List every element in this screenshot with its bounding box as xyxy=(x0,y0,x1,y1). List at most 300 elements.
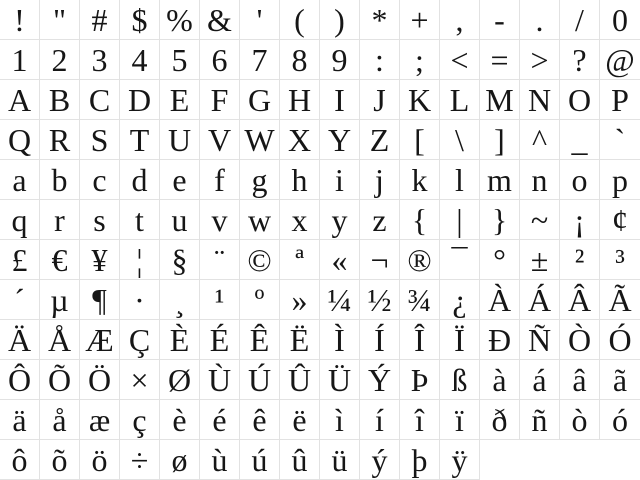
glyph-cell[interactable] xyxy=(560,160,600,200)
glyph: Z xyxy=(369,121,390,158)
glyph-cell[interactable] xyxy=(360,400,400,440)
glyph-cell[interactable] xyxy=(560,200,600,240)
glyph: - xyxy=(494,1,505,38)
glyph-cell[interactable] xyxy=(560,400,600,440)
glyph-cell[interactable] xyxy=(0,360,40,400)
glyph-cell[interactable] xyxy=(600,240,640,280)
glyph-cell[interactable] xyxy=(560,280,600,320)
glyph: 2 xyxy=(51,41,68,78)
glyph: # xyxy=(91,1,108,38)
glyph-cell[interactable] xyxy=(440,440,480,480)
glyph-cell[interactable] xyxy=(440,400,480,440)
glyph-cell[interactable] xyxy=(40,200,80,240)
glyph: ç xyxy=(132,401,147,438)
glyph-cell[interactable] xyxy=(360,0,400,40)
glyph-cell[interactable] xyxy=(280,120,320,160)
glyph-cell xyxy=(520,440,560,480)
glyph-cell[interactable] xyxy=(520,80,560,120)
glyph-cell[interactable] xyxy=(240,0,280,40)
glyph-cell[interactable] xyxy=(320,440,360,480)
glyph: o xyxy=(571,161,588,198)
glyph: I xyxy=(334,81,345,118)
glyph-cell[interactable] xyxy=(360,80,400,120)
glyph-cell[interactable] xyxy=(520,200,560,240)
glyph: 9 xyxy=(331,41,348,78)
glyph: > xyxy=(530,41,549,78)
glyph-cell[interactable] xyxy=(400,80,440,120)
glyph: ( xyxy=(294,1,305,38)
glyph: " xyxy=(52,1,67,38)
glyph-cell[interactable] xyxy=(320,360,360,400)
glyph: c xyxy=(92,161,107,198)
glyph: î xyxy=(415,401,424,438)
glyph: d xyxy=(131,161,148,198)
glyph-cell[interactable] xyxy=(160,360,200,400)
glyph-cell[interactable] xyxy=(320,160,360,200)
glyph: è xyxy=(172,401,187,438)
glyph: ½ xyxy=(367,281,392,318)
glyph-cell[interactable] xyxy=(400,240,440,280)
glyph-cell[interactable] xyxy=(80,200,120,240)
glyph-cell[interactable] xyxy=(440,360,480,400)
glyph: \ xyxy=(455,121,464,158)
glyph-cell[interactable] xyxy=(320,80,360,120)
glyph-cell[interactable] xyxy=(560,120,600,160)
glyph-cell[interactable] xyxy=(320,240,360,280)
glyph: t xyxy=(135,201,144,238)
glyph: Ö xyxy=(87,361,112,398)
glyph: ñ xyxy=(531,401,548,438)
glyph-cell[interactable] xyxy=(600,280,640,320)
glyph-cell[interactable] xyxy=(160,80,200,120)
glyph-cell[interactable] xyxy=(440,240,480,280)
glyph: f xyxy=(214,161,225,198)
glyph-cell[interactable] xyxy=(600,400,640,440)
glyph-cell[interactable] xyxy=(520,320,560,360)
glyph-cell[interactable] xyxy=(120,120,160,160)
glyph-cell[interactable] xyxy=(400,160,440,200)
glyph-cell[interactable] xyxy=(280,280,320,320)
glyph-cell[interactable] xyxy=(480,400,520,440)
glyph: ¼ xyxy=(327,281,352,318)
glyph-cell[interactable] xyxy=(280,0,320,40)
glyph-cell[interactable] xyxy=(40,80,80,120)
glyph: â xyxy=(572,361,587,398)
glyph-cell[interactable] xyxy=(440,200,480,240)
glyph: ¯ xyxy=(451,241,468,278)
glyph: : xyxy=(375,41,384,78)
glyph-cell[interactable] xyxy=(160,280,200,320)
glyph: K xyxy=(407,81,432,118)
glyph: Ü xyxy=(327,361,352,398)
glyph-cell[interactable] xyxy=(160,40,200,80)
glyph-cell[interactable] xyxy=(80,440,120,480)
glyph-cell[interactable] xyxy=(240,360,280,400)
glyph-cell[interactable] xyxy=(600,40,640,80)
glyph-cell[interactable] xyxy=(400,0,440,40)
glyph: ÿ xyxy=(451,441,468,478)
glyph: ) xyxy=(334,1,345,38)
glyph: Y xyxy=(327,121,352,158)
glyph: é xyxy=(212,401,227,438)
glyph-cell[interactable] xyxy=(0,40,40,80)
glyph-cell[interactable] xyxy=(400,400,440,440)
glyph-cell[interactable] xyxy=(360,320,400,360)
glyph: 1 xyxy=(11,41,28,78)
glyph: Ê xyxy=(249,321,270,358)
glyph-cell[interactable] xyxy=(200,120,240,160)
glyph: e xyxy=(172,161,187,198)
glyph-cell[interactable] xyxy=(480,240,520,280)
glyph: æ xyxy=(88,401,111,438)
glyph: , xyxy=(455,1,464,38)
glyph: ~ xyxy=(530,201,549,238)
glyph-cell[interactable] xyxy=(200,240,240,280)
glyph: a xyxy=(12,161,27,198)
glyph-cell[interactable] xyxy=(200,280,240,320)
glyph-cell[interactable] xyxy=(600,120,640,160)
glyph-cell[interactable] xyxy=(520,240,560,280)
glyph-cell[interactable] xyxy=(80,240,120,280)
glyph-cell[interactable] xyxy=(560,240,600,280)
glyph: º xyxy=(254,281,265,318)
glyph-cell[interactable] xyxy=(400,320,440,360)
glyph-cell[interactable] xyxy=(320,0,360,40)
glyph-cell[interactable] xyxy=(360,360,400,400)
glyph: E xyxy=(169,81,190,118)
glyph: < xyxy=(450,41,469,78)
glyph-cell[interactable] xyxy=(120,200,160,240)
glyph-cell[interactable] xyxy=(80,80,120,120)
glyph: S xyxy=(90,121,109,158)
glyph: x xyxy=(291,201,308,238)
glyph-cell[interactable] xyxy=(120,440,160,480)
glyph-cell[interactable] xyxy=(360,120,400,160)
glyph-cell[interactable] xyxy=(120,80,160,120)
glyph-cell[interactable] xyxy=(40,120,80,160)
glyph: € xyxy=(51,241,68,278)
glyph: í xyxy=(375,401,384,438)
glyph-cell[interactable] xyxy=(360,240,400,280)
glyph: å xyxy=(52,401,67,438)
glyph-cell[interactable] xyxy=(80,280,120,320)
glyph: ^ xyxy=(531,121,547,158)
glyph-cell[interactable] xyxy=(0,320,40,360)
glyph-cell[interactable] xyxy=(520,400,560,440)
glyph: Ý xyxy=(367,361,392,398)
glyph-cell[interactable] xyxy=(80,40,120,80)
glyph: H xyxy=(287,81,312,118)
glyph: @ xyxy=(605,41,635,78)
glyph: ? xyxy=(572,41,587,78)
glyph-cell[interactable] xyxy=(280,440,320,480)
glyph: { xyxy=(411,201,428,238)
glyph: × xyxy=(130,361,149,398)
glyph-cell[interactable] xyxy=(240,320,280,360)
glyph-cell[interactable] xyxy=(480,40,520,80)
glyph: _ xyxy=(571,121,588,158)
glyph: Ç xyxy=(128,321,151,358)
glyph-cell[interactable] xyxy=(600,160,640,200)
glyph: ¨ xyxy=(214,241,225,278)
glyph-cell[interactable] xyxy=(360,160,400,200)
glyph: O xyxy=(567,81,592,118)
glyph: F xyxy=(210,81,229,118)
glyph-cell[interactable] xyxy=(160,120,200,160)
glyph: ø xyxy=(171,441,188,478)
glyph: Ì xyxy=(334,321,345,358)
glyph-cell[interactable] xyxy=(280,40,320,80)
glyph-cell[interactable] xyxy=(480,280,520,320)
glyph-cell[interactable] xyxy=(160,320,200,360)
glyph-cell[interactable] xyxy=(520,120,560,160)
glyph-cell[interactable] xyxy=(240,200,280,240)
glyph-cell[interactable] xyxy=(200,200,240,240)
glyph: ± xyxy=(530,241,549,278)
glyph-cell[interactable] xyxy=(560,0,600,40)
glyph: N xyxy=(527,81,552,118)
glyph-cell[interactable] xyxy=(40,40,80,80)
glyph: ô xyxy=(11,441,28,478)
glyph-cell[interactable] xyxy=(480,80,520,120)
glyph: ý xyxy=(371,441,388,478)
glyph: 5 xyxy=(171,41,188,78)
glyph-cell[interactable] xyxy=(400,280,440,320)
glyph: Ò xyxy=(567,321,592,358)
glyph-cell[interactable] xyxy=(400,40,440,80)
glyph-cell[interactable] xyxy=(0,400,40,440)
glyph-cell[interactable] xyxy=(80,0,120,40)
glyph: n xyxy=(531,161,548,198)
glyph-cell[interactable] xyxy=(240,160,280,200)
glyph: ü xyxy=(331,441,348,478)
glyph-cell[interactable] xyxy=(160,440,200,480)
glyph: 6 xyxy=(211,41,228,78)
glyph-cell[interactable] xyxy=(0,240,40,280)
glyph-cell[interactable] xyxy=(600,80,640,120)
glyph: s xyxy=(93,201,106,238)
glyph: V xyxy=(207,121,232,158)
glyph-cell[interactable] xyxy=(360,200,400,240)
glyph-cell[interactable] xyxy=(480,160,520,200)
glyph: ª xyxy=(295,241,304,278)
glyph-cell[interactable] xyxy=(200,320,240,360)
glyph: 7 xyxy=(251,41,268,78)
glyph-cell[interactable] xyxy=(520,40,560,80)
glyph: È xyxy=(169,321,190,358)
glyph-cell[interactable] xyxy=(160,400,200,440)
glyph-cell[interactable] xyxy=(440,160,480,200)
glyph-cell[interactable] xyxy=(0,80,40,120)
glyph-cell[interactable] xyxy=(200,40,240,80)
glyph-cell[interactable] xyxy=(560,80,600,120)
glyph-cell[interactable] xyxy=(440,320,480,360)
glyph-cell[interactable] xyxy=(120,360,160,400)
glyph-cell[interactable] xyxy=(560,40,600,80)
glyph-cell[interactable] xyxy=(80,120,120,160)
glyph-cell[interactable] xyxy=(0,120,40,160)
glyph-cell[interactable] xyxy=(360,40,400,80)
glyph: Õ xyxy=(47,361,72,398)
glyph-cell[interactable] xyxy=(240,80,280,120)
glyph: ê xyxy=(252,401,267,438)
glyph: Â xyxy=(567,281,592,318)
glyph: k xyxy=(411,161,428,198)
glyph-cell[interactable] xyxy=(440,0,480,40)
glyph-cell[interactable] xyxy=(240,280,280,320)
glyph: Ñ xyxy=(527,321,552,358)
glyph-cell[interactable] xyxy=(120,40,160,80)
glyph: ³ xyxy=(615,241,625,278)
glyph: ò xyxy=(571,401,588,438)
glyph-cell[interactable] xyxy=(0,440,40,480)
glyph-cell[interactable] xyxy=(120,280,160,320)
glyph-cell[interactable] xyxy=(320,400,360,440)
glyph-cell[interactable] xyxy=(560,360,600,400)
glyph-cell[interactable] xyxy=(240,240,280,280)
glyph-cell[interactable] xyxy=(360,280,400,320)
glyph-cell[interactable] xyxy=(440,280,480,320)
glyph-cell[interactable] xyxy=(160,160,200,200)
glyph: ¶ xyxy=(92,281,107,318)
glyph-cell[interactable] xyxy=(0,0,40,40)
glyph-cell[interactable] xyxy=(480,320,520,360)
glyph: ß xyxy=(451,361,468,398)
glyph-cell[interactable] xyxy=(280,400,320,440)
glyph: ´ xyxy=(14,281,25,318)
glyph: L xyxy=(449,81,470,118)
glyph: ä xyxy=(12,401,27,438)
glyph: ó xyxy=(612,401,628,438)
glyph-cell[interactable] xyxy=(600,0,640,40)
glyph: õ xyxy=(51,441,68,478)
glyph-cell[interactable] xyxy=(0,160,40,200)
glyph-cell[interactable] xyxy=(400,440,440,480)
glyph-cell[interactable] xyxy=(200,440,240,480)
glyph: ¡ xyxy=(574,201,585,238)
glyph-cell[interactable] xyxy=(160,0,200,40)
glyph: Î xyxy=(414,321,425,358)
glyph-cell[interactable] xyxy=(80,360,120,400)
glyph: z xyxy=(372,201,387,238)
glyph-cell[interactable] xyxy=(280,320,320,360)
glyph-cell[interactable] xyxy=(360,440,400,480)
glyph-cell[interactable] xyxy=(80,400,120,440)
glyph-cell[interactable] xyxy=(600,360,640,400)
glyph-cell[interactable] xyxy=(120,240,160,280)
glyph: Ô xyxy=(7,361,32,398)
glyph-cell[interactable] xyxy=(40,400,80,440)
glyph: Ú xyxy=(247,361,272,398)
glyph-cell[interactable] xyxy=(80,160,120,200)
glyph-cell[interactable] xyxy=(320,280,360,320)
glyph-cell[interactable] xyxy=(440,40,480,80)
glyph-cell[interactable] xyxy=(440,120,480,160)
glyph: à xyxy=(492,361,507,398)
glyph: É xyxy=(209,321,230,358)
glyph-cell[interactable] xyxy=(240,400,280,440)
glyph-cell[interactable] xyxy=(520,160,560,200)
glyph: = xyxy=(490,41,509,78)
glyph: Í xyxy=(374,321,385,358)
glyph-cell[interactable] xyxy=(320,320,360,360)
glyph-cell[interactable] xyxy=(200,360,240,400)
glyph: W xyxy=(244,121,275,158)
glyph-cell[interactable] xyxy=(40,320,80,360)
glyph-cell[interactable] xyxy=(200,160,240,200)
glyph-cell[interactable] xyxy=(160,240,200,280)
glyph-cell[interactable] xyxy=(40,280,80,320)
glyph-cell[interactable] xyxy=(400,360,440,400)
glyph-cell[interactable] xyxy=(40,160,80,200)
glyph: ¸ xyxy=(174,281,185,318)
glyph-cell[interactable] xyxy=(0,280,40,320)
glyph: Ã xyxy=(608,281,632,318)
glyph-cell[interactable] xyxy=(0,200,40,240)
glyph-cell[interactable] xyxy=(120,320,160,360)
glyph-cell[interactable] xyxy=(280,240,320,280)
glyph-cell[interactable] xyxy=(40,360,80,400)
glyph-cell[interactable] xyxy=(280,80,320,120)
glyph-cell[interactable] xyxy=(200,400,240,440)
glyph-cell[interactable] xyxy=(280,160,320,200)
glyph-cell[interactable] xyxy=(600,200,640,240)
glyph-cell[interactable] xyxy=(40,0,80,40)
glyph-cell[interactable] xyxy=(240,40,280,80)
glyph-cell[interactable] xyxy=(320,120,360,160)
glyph-cell[interactable] xyxy=(240,120,280,160)
glyph-cell[interactable] xyxy=(520,280,560,320)
glyph-cell[interactable] xyxy=(480,120,520,160)
glyph: u xyxy=(171,201,188,238)
glyph-cell[interactable] xyxy=(240,440,280,480)
glyph-cell[interactable] xyxy=(200,0,240,40)
glyph-cell[interactable] xyxy=(480,200,520,240)
glyph: 8 xyxy=(291,41,308,78)
glyph-cell[interactable] xyxy=(400,200,440,240)
glyph-cell[interactable] xyxy=(80,320,120,360)
glyph-cell[interactable] xyxy=(480,0,520,40)
glyph-cell[interactable] xyxy=(120,160,160,200)
glyph: Æ xyxy=(85,321,114,358)
glyph-cell[interactable] xyxy=(520,0,560,40)
glyph-cell[interactable] xyxy=(280,360,320,400)
glyph-cell[interactable] xyxy=(440,80,480,120)
glyph: r xyxy=(54,201,65,238)
glyph: µ xyxy=(50,281,69,318)
glyph-cell[interactable] xyxy=(320,200,360,240)
glyph-cell[interactable] xyxy=(160,200,200,240)
glyph-cell[interactable] xyxy=(560,320,600,360)
glyph-cell[interactable] xyxy=(200,80,240,120)
glyph-cell[interactable] xyxy=(600,320,640,360)
glyph-cell[interactable] xyxy=(120,400,160,440)
glyph: ¢ xyxy=(612,201,628,238)
glyph-cell[interactable] xyxy=(40,440,80,480)
glyph: À xyxy=(487,281,512,318)
glyph: Á xyxy=(527,281,552,318)
glyph-cell[interactable] xyxy=(400,120,440,160)
glyph-cell[interactable] xyxy=(320,40,360,80)
glyph: M xyxy=(485,81,514,118)
glyph-cell[interactable] xyxy=(480,360,520,400)
glyph: á xyxy=(532,361,547,398)
glyph-cell[interactable] xyxy=(120,0,160,40)
glyph-cell[interactable] xyxy=(280,200,320,240)
glyph: » xyxy=(291,281,308,318)
glyph-cell[interactable] xyxy=(40,240,80,280)
glyph-cell[interactable] xyxy=(520,360,560,400)
